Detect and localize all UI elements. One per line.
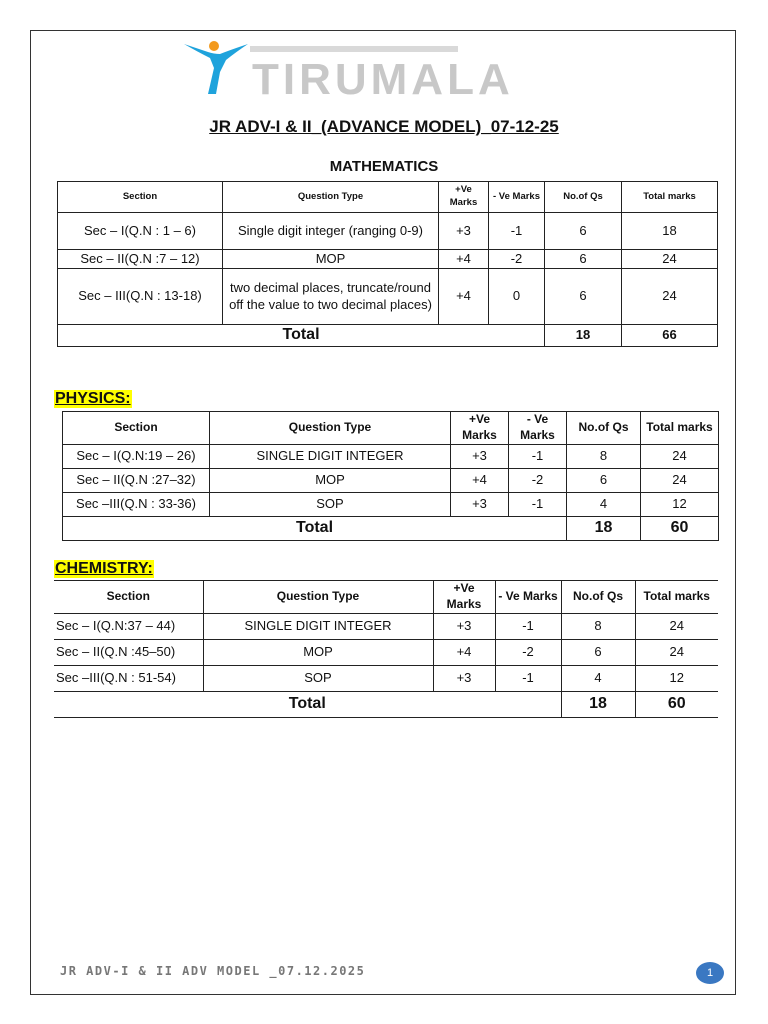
tirumala-logo — [180, 38, 514, 104]
page-number-badge: 1 — [696, 962, 724, 984]
cell-negative-marks: -1 — [495, 666, 561, 692]
cell-positive-marks: +4 — [439, 250, 489, 269]
runner-figure-icon — [184, 41, 248, 94]
cell-section: Sec – II(Q.N :45–50) — [54, 640, 203, 666]
total-label: Total — [63, 517, 567, 541]
cell-question-type: SOP — [210, 493, 451, 517]
cell-no-of-qs: 4 — [561, 666, 635, 692]
total-row — [54, 692, 718, 718]
header-question-type: Question Type — [223, 182, 439, 213]
cell-section: Sec –III(Q.N : 33-36) — [63, 493, 210, 517]
header-no-of-qs: No.of Qs — [561, 581, 635, 614]
cell-section: Sec –III(Q.N : 51-54) — [54, 666, 203, 692]
cell-no-of-qs: 8 — [567, 445, 641, 469]
cell-question-type: SINGLE DIGIT INTEGER — [210, 445, 451, 469]
physics-heading: PHYSICS: — [55, 390, 131, 407]
cell-question-type: two decimal places, truncate/round off the value to two decimal places) — [223, 269, 439, 325]
total-qs: 18 — [545, 325, 622, 347]
total-label: Total — [54, 692, 561, 718]
table-row — [58, 213, 718, 250]
header-positive-marks: +Ve Marks — [451, 412, 509, 445]
table-row — [54, 614, 718, 640]
chemistry-table — [54, 580, 718, 718]
cell-question-type: SINGLE DIGIT INTEGER — [203, 614, 433, 640]
table-header-row — [54, 581, 718, 614]
cell-no-of-qs: 6 — [561, 640, 635, 666]
header-no-of-qs: No.of Qs — [545, 182, 622, 213]
cell-positive-marks: +3 — [433, 614, 495, 640]
physics-table — [62, 411, 719, 541]
document-title: JR ADV-I & II_(ADVANCE MODEL)_07-12-25 — [209, 117, 559, 136]
footer-text: JR ADV-I & II ADV MODEL _07.12.2025 — [60, 964, 366, 978]
header-section: Section — [63, 412, 210, 445]
cell-negative-marks: -1 — [495, 614, 561, 640]
cell-positive-marks: +4 — [439, 269, 489, 325]
cell-total-marks: 24 — [635, 614, 718, 640]
cell-negative-marks: -1 — [489, 213, 545, 250]
cell-question-type: MOP — [210, 469, 451, 493]
total-label: Total — [58, 325, 545, 347]
cell-question-type: MOP — [203, 640, 433, 666]
header-section: Section — [54, 581, 203, 614]
cell-section: Sec – II(Q.N :27–32) — [63, 469, 210, 493]
total-row — [58, 325, 718, 347]
header-section: Section — [58, 182, 223, 213]
table-header-row — [58, 182, 718, 213]
cell-negative-marks: -2 — [489, 250, 545, 269]
chemistry-heading: CHEMISTRY: — [55, 560, 153, 577]
cell-section: Sec – I(Q.N:19 – 26) — [63, 445, 210, 469]
cell-section: Sec – I(Q.N : 1 – 6) — [58, 213, 223, 250]
cell-total-marks: 12 — [635, 666, 718, 692]
header-total-marks: Total marks — [641, 412, 719, 445]
total-marks: 66 — [622, 325, 718, 347]
cell-negative-marks: 0 — [489, 269, 545, 325]
cell-positive-marks: +3 — [451, 445, 509, 469]
cell-section: Sec – III(Q.N : 13-18) — [58, 269, 223, 325]
cell-total-marks: 24 — [622, 250, 718, 269]
cell-no-of-qs: 6 — [545, 269, 622, 325]
cell-positive-marks: +3 — [433, 666, 495, 692]
header-negative-marks: - Ve Marks — [495, 581, 561, 614]
cell-no-of-qs: 6 — [567, 469, 641, 493]
header-negative-marks: - Ve Marks — [509, 412, 567, 445]
table-row — [54, 640, 718, 666]
mathematics-heading: MATHEMATICS — [329, 158, 439, 175]
cell-positive-marks: +4 — [433, 640, 495, 666]
header-positive-marks: +Ve Marks — [433, 581, 495, 614]
cell-negative-marks: -1 — [509, 445, 567, 469]
header-question-type: Question Type — [210, 412, 451, 445]
total-marks: 60 — [635, 692, 718, 718]
total-qs: 18 — [567, 517, 641, 541]
cell-positive-marks: +3 — [439, 213, 489, 250]
cell-negative-marks: -2 — [495, 640, 561, 666]
header-question-type: Question Type — [203, 581, 433, 614]
total-row — [63, 517, 719, 541]
logo-wordmark: TIRUMALA — [252, 55, 514, 104]
cell-question-type: SOP — [203, 666, 433, 692]
header-no-of-qs: No.of Qs — [567, 412, 641, 445]
cell-total-marks: 24 — [635, 640, 718, 666]
table-row — [58, 250, 718, 269]
cell-no-of-qs: 6 — [545, 213, 622, 250]
header-total-marks: Total marks — [622, 182, 718, 213]
cell-positive-marks: +4 — [451, 469, 509, 493]
cell-no-of-qs: 4 — [567, 493, 641, 517]
cell-total-marks: 24 — [622, 269, 718, 325]
header-positive-marks: +Ve Marks — [439, 182, 489, 213]
cell-total-marks: 24 — [641, 445, 719, 469]
table-row — [63, 445, 719, 469]
total-qs: 18 — [561, 692, 635, 718]
cell-section: Sec – I(Q.N:37 – 44) — [54, 614, 203, 640]
table-row — [54, 666, 718, 692]
cell-total-marks: 24 — [641, 469, 719, 493]
cell-question-type: Single digit integer (ranging 0-9) — [223, 213, 439, 250]
table-row — [63, 469, 719, 493]
cell-negative-marks: -1 — [509, 493, 567, 517]
table-row — [58, 269, 718, 325]
header-negative-marks: - Ve Marks — [489, 182, 545, 213]
total-marks: 60 — [641, 517, 719, 541]
mathematics-table — [57, 181, 718, 347]
cell-section: Sec – II(Q.N :7 – 12) — [58, 250, 223, 269]
table-row — [63, 493, 719, 517]
cell-no-of-qs: 6 — [545, 250, 622, 269]
table-header-row — [63, 412, 719, 445]
cell-positive-marks: +3 — [451, 493, 509, 517]
cell-total-marks: 12 — [641, 493, 719, 517]
cell-total-marks: 18 — [622, 213, 718, 250]
cell-no-of-qs: 8 — [561, 614, 635, 640]
header-total-marks: Total marks — [635, 581, 718, 614]
cell-negative-marks: -2 — [509, 469, 567, 493]
cell-question-type: MOP — [223, 250, 439, 269]
